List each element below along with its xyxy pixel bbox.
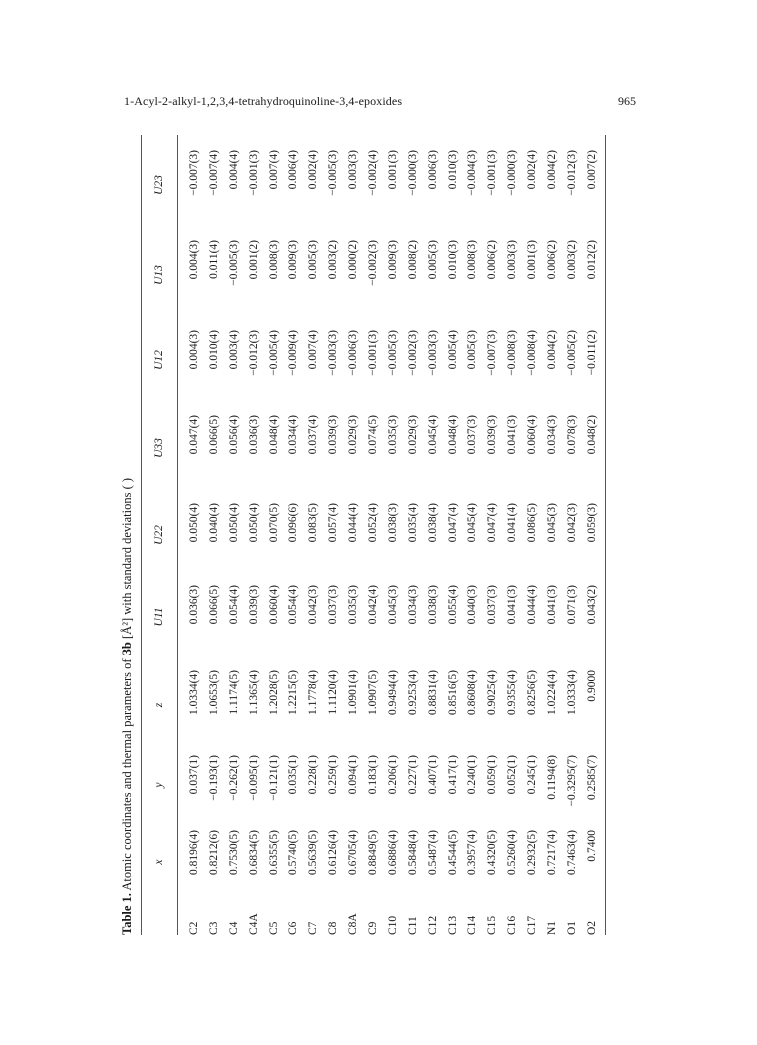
table-cell: 0.8256(5) xyxy=(526,670,539,716)
table-row xyxy=(583,135,603,935)
table-cell: 0.206(1) xyxy=(386,755,399,795)
table-cell: 0.2932(5) xyxy=(526,830,539,876)
table-cell: 0.038(4) xyxy=(426,503,439,543)
table-cell: −0.003(3) xyxy=(426,330,439,376)
table-cell: 0.036(3) xyxy=(247,415,260,455)
table-cell: 0.011(4) xyxy=(207,240,220,279)
table-cell: 1.0653(5) xyxy=(207,670,220,716)
table-cell: −0.002(4) xyxy=(367,150,380,196)
table-cell: −0.095(1) xyxy=(247,755,260,801)
table-cell: 1.0901(4) xyxy=(347,670,360,716)
table-cell: −0.012(3) xyxy=(565,150,578,196)
table-cell: 0.7400 xyxy=(585,830,598,862)
rotated-table xyxy=(117,135,598,935)
table-cell: 0.003(3) xyxy=(347,150,360,190)
table-cell: 1.2215(5) xyxy=(287,670,300,716)
table-cell: 0.070(5) xyxy=(267,503,280,543)
table-cell: 0.048(4) xyxy=(446,415,459,455)
atom-label: C8A xyxy=(347,913,360,935)
table-cell: 0.009(3) xyxy=(287,240,300,280)
table-row xyxy=(543,135,563,935)
atom-label: C17 xyxy=(526,915,539,935)
table-row xyxy=(404,135,424,935)
table-cell: 0.040(4) xyxy=(207,503,220,543)
table-cell: 0.083(5) xyxy=(307,503,320,543)
table-cell: 0.059(1) xyxy=(486,755,499,795)
table-cell: 0.245(1) xyxy=(526,755,539,795)
table-cell: 0.059(3) xyxy=(585,503,598,543)
table-cell: 0.5848(4) xyxy=(406,830,419,876)
header-rule xyxy=(177,135,178,935)
table-cell: −0.001(3) xyxy=(247,150,260,196)
table-row xyxy=(284,135,304,935)
table-row xyxy=(344,135,364,935)
table-cell: 1.1174(5) xyxy=(227,670,240,715)
atom-label: C14 xyxy=(466,915,479,935)
atom-label: N1 xyxy=(546,920,559,935)
table-cell: 0.037(1) xyxy=(188,755,200,795)
atom-label: C7 xyxy=(307,921,320,935)
table-cell: 0.004(3) xyxy=(188,240,200,280)
atom-label: C6 xyxy=(287,921,300,935)
table-cell: 0.006(3) xyxy=(426,150,439,190)
table-cell: 0.048(2) xyxy=(585,415,598,455)
table-cell: 0.050(4) xyxy=(188,503,200,543)
table-cell: −0.002(3) xyxy=(406,330,419,376)
table-cell: 0.043(2) xyxy=(585,585,598,625)
table-cell: −0.193(1) xyxy=(207,755,220,801)
table-cell: −0.001(3) xyxy=(486,150,499,196)
table-cell: 0.034(3) xyxy=(546,415,559,455)
table-cell: 0.052(1) xyxy=(506,755,519,795)
table-cell: 0.037(3) xyxy=(327,585,340,625)
table-cell: 0.9253(4) xyxy=(406,670,419,716)
table-cell: 0.9000 xyxy=(585,670,598,702)
table-cell: −0.003(3) xyxy=(327,330,340,376)
table-cell: 0.042(3) xyxy=(307,585,320,625)
table-cell: 0.055(4) xyxy=(446,585,459,625)
table-cell: 0.035(4) xyxy=(406,503,419,543)
atom-label: C11 xyxy=(406,916,419,935)
table-cell: 0.010(3) xyxy=(446,240,459,280)
table-row xyxy=(225,135,245,935)
table-cell: 0.7530(5) xyxy=(227,830,240,876)
table-cell: 0.4544(5) xyxy=(446,830,459,876)
table-cell: 0.045(4) xyxy=(466,503,479,543)
table-cell: −0.012(3) xyxy=(247,330,260,376)
table-cell: −0.121(1) xyxy=(267,755,280,801)
table-cell: −0.000(3) xyxy=(406,150,419,196)
table-cell: 0.8831(4) xyxy=(426,670,439,716)
running-head: 1-Acyl-2-alkyl-1,2,3,4-tetrahydroquinoline-3,4-epoxides xyxy=(124,94,403,108)
table-cell: −0.008(3) xyxy=(506,330,519,376)
table-cell: −0.007(4) xyxy=(207,150,220,196)
table-row xyxy=(304,135,324,935)
table-cell: 1.1365(4) xyxy=(247,670,260,716)
atom-label: O1 xyxy=(565,920,578,935)
table-cell: 0.005(3) xyxy=(307,240,320,280)
table-cell: 0.009(3) xyxy=(386,240,399,280)
table-cell: 0.041(3) xyxy=(506,585,519,625)
table-cell: 0.039(3) xyxy=(486,415,499,455)
table-cell: 0.038(3) xyxy=(386,503,399,543)
table-cell: 0.038(3) xyxy=(426,585,439,625)
atom-label: C8 xyxy=(327,921,340,935)
table-cell: 0.054(4) xyxy=(227,585,240,625)
caption-compound: 3b xyxy=(120,642,134,656)
table-cell: 0.228(1) xyxy=(307,755,320,795)
table-cell: 0.094(1) xyxy=(347,755,360,795)
table-cell: 0.006(2) xyxy=(546,240,559,280)
table-cell: 1.0334(4) xyxy=(188,670,200,716)
table-cell: 0.074(5) xyxy=(367,415,380,455)
table-cell: 0.054(4) xyxy=(287,585,300,625)
table-cell: 0.5260(4) xyxy=(506,830,519,876)
table-cell: 0.4320(5) xyxy=(486,830,499,876)
table-cell: −0.009(4) xyxy=(287,330,300,376)
atom-label: C15 xyxy=(486,915,499,935)
table-cell: 0.005(3) xyxy=(466,330,479,370)
table-cell: 1.1120(4) xyxy=(327,670,340,715)
table-cell: 0.056(4) xyxy=(227,415,240,455)
table-row xyxy=(265,135,285,935)
atom-label: C10 xyxy=(386,915,399,935)
table-cell: 0.029(3) xyxy=(406,415,419,455)
table-cell: 0.227(1) xyxy=(406,755,419,795)
table-cell: 0.7463(4) xyxy=(565,830,578,876)
table-cell: 0.045(3) xyxy=(546,503,559,543)
table-cell: 0.012(2) xyxy=(585,240,598,280)
table-cell: 0.007(4) xyxy=(307,330,320,370)
bottom-rule xyxy=(605,135,606,935)
column-header: y xyxy=(153,782,165,788)
table-cell: 0.041(3) xyxy=(546,585,559,625)
table-cell: 0.7217(4) xyxy=(546,830,559,876)
table-cell: 0.259(1) xyxy=(327,755,340,795)
table-cell: 0.3957(4) xyxy=(466,830,479,876)
table-cell: 0.037(3) xyxy=(486,585,499,625)
caption-text: Atomic coordinates and thermal parameters of xyxy=(120,658,134,891)
table-cell: 0.004(3) xyxy=(188,330,200,370)
table-cell: 0.003(3) xyxy=(506,240,519,280)
table-cell: 0.8849(5) xyxy=(367,830,380,876)
table-cell: 1.0907(5) xyxy=(367,670,380,716)
atom-label: C5 xyxy=(267,921,280,935)
atom-label: C3 xyxy=(207,921,220,935)
atom-label: O2 xyxy=(585,920,598,935)
column-header: U33 xyxy=(153,438,165,458)
table-cell: 0.044(4) xyxy=(526,585,539,625)
table-cell: 0.008(3) xyxy=(466,240,479,280)
table-cell: 0.035(3) xyxy=(347,585,360,625)
table-caption xyxy=(117,135,137,935)
table-cell: 0.6834(5) xyxy=(247,830,260,876)
table-cell: 0.045(3) xyxy=(386,585,399,625)
table-cell: 0.9355(4) xyxy=(506,670,519,716)
atom-label: C2 xyxy=(188,921,200,935)
atom-label: C9 xyxy=(367,921,380,935)
table-cell: 1.2028(5) xyxy=(267,670,280,716)
table-row xyxy=(503,135,523,935)
table-cell: 0.5487(4) xyxy=(426,830,439,876)
column-header: U22 xyxy=(153,525,165,545)
table-cell: −0.011(2) xyxy=(585,330,598,376)
table-cell: 0.041(4) xyxy=(506,503,519,543)
table-cell: 0.240(1) xyxy=(466,755,479,795)
table-cell: 1.0224(4) xyxy=(546,670,559,716)
table-cell: 0.000(2) xyxy=(347,240,360,280)
table-cell: 0.001(3) xyxy=(526,240,539,280)
page-number: 965 xyxy=(618,94,636,108)
table-cell: 0.047(4) xyxy=(486,503,499,543)
table-cell: 0.005(4) xyxy=(446,330,459,370)
table-cell: −0.005(3) xyxy=(386,330,399,376)
table-cell: 0.039(3) xyxy=(247,585,260,625)
table-cell: 0.005(3) xyxy=(426,240,439,280)
table-cell: 0.001(2) xyxy=(247,240,260,280)
table-cell: −0.005(3) xyxy=(227,240,240,286)
column-header: U12 xyxy=(153,350,165,370)
table-cell: 0.047(4) xyxy=(446,503,459,543)
table-cell: 0.006(2) xyxy=(486,240,499,280)
table-cell: 0.050(4) xyxy=(227,503,240,543)
table-cell: −0.005(3) xyxy=(327,150,340,196)
table-cell: 0.034(3) xyxy=(406,585,419,625)
table-cell: −0.001(3) xyxy=(367,330,380,376)
table-cell: 0.5740(5) xyxy=(287,830,300,876)
table-row xyxy=(563,135,583,935)
table-row xyxy=(424,135,444,935)
table-cell: 0.9494(4) xyxy=(386,670,399,716)
atom-label: C16 xyxy=(506,915,519,935)
table-cell: 0.8212(6) xyxy=(207,830,220,876)
table-cell: 0.096(6) xyxy=(287,503,300,543)
table-cell: 1.1778(4) xyxy=(307,670,320,716)
table-cell: 0.060(4) xyxy=(267,585,280,625)
table-cell: 0.004(4) xyxy=(227,150,240,190)
table-cell: 0.001(3) xyxy=(386,150,399,190)
table-cell: 0.050(4) xyxy=(247,503,260,543)
column-header: U13 xyxy=(153,265,165,285)
table-cell: 0.052(4) xyxy=(367,503,380,543)
table-cell: 0.5639(5) xyxy=(307,830,320,876)
table-row xyxy=(185,135,205,935)
table-row xyxy=(384,135,404,935)
table-row xyxy=(324,135,344,935)
table-cell: 0.042(3) xyxy=(565,503,578,543)
table-cell: 0.037(3) xyxy=(466,415,479,455)
atom-label: C12 xyxy=(426,915,439,935)
table-cell: 0.6705(4) xyxy=(347,830,360,876)
table-cell: 0.003(2) xyxy=(327,240,340,280)
table-cell: −0.008(4) xyxy=(526,330,539,376)
table-cell: 0.071(3) xyxy=(565,585,578,625)
table-cell: 0.034(4) xyxy=(287,415,300,455)
table-cell: 0.035(1) xyxy=(287,755,300,795)
table-cell: 0.003(2) xyxy=(565,240,578,280)
table-cell: 0.007(2) xyxy=(585,150,598,190)
table-cell: −0.007(3) xyxy=(486,330,499,376)
table-cell: 0.1194(8) xyxy=(546,755,559,800)
table-cell: 0.6126(4) xyxy=(327,830,340,876)
table-cell: 0.008(2) xyxy=(406,240,419,280)
table-row xyxy=(523,135,543,935)
table-cell: 0.9025(4) xyxy=(486,670,499,716)
table-cell: 0.045(4) xyxy=(426,415,439,455)
table-cell: 0.057(4) xyxy=(327,503,340,543)
table-cell: 0.036(3) xyxy=(188,585,200,625)
table-cell: 1.0333(4) xyxy=(565,670,578,716)
table-cell: −0.004(3) xyxy=(466,150,479,196)
table-cell: −0.262(1) xyxy=(227,755,240,801)
atom-label: C4 xyxy=(227,921,240,935)
table-cell: 0.6886(4) xyxy=(386,830,399,876)
caption-suffix: with standard deviations ( ) xyxy=(120,477,134,615)
table-cell: 0.042(4) xyxy=(367,585,380,625)
table-cell: −0.005(2) xyxy=(565,330,578,376)
table-cell: 0.044(4) xyxy=(347,503,360,543)
table-cell: 0.006(4) xyxy=(287,150,300,190)
table-row xyxy=(463,135,483,935)
table-cell: −0.3295(7) xyxy=(565,755,578,807)
top-rule xyxy=(141,135,142,935)
table-cell: 0.037(4) xyxy=(307,415,320,455)
table-cell: 0.029(3) xyxy=(347,415,360,455)
table-cell: 0.010(4) xyxy=(207,330,220,370)
column-header: U23 xyxy=(153,175,165,195)
table-cell: 0.8516(5) xyxy=(446,670,459,716)
table-cell: 0.004(2) xyxy=(546,330,559,370)
table-cell: 0.078(3) xyxy=(565,415,578,455)
table-cell: 0.6355(5) xyxy=(267,830,280,876)
table-cell: 0.066(5) xyxy=(207,585,220,625)
table-cell: 0.039(3) xyxy=(327,415,340,455)
table-cell: 0.047(4) xyxy=(188,415,200,455)
table-cell: −0.005(4) xyxy=(267,330,280,376)
table-cell: 0.002(4) xyxy=(307,150,320,190)
table-cell: 0.086(5) xyxy=(526,503,539,543)
atom-label: C13 xyxy=(446,915,459,935)
table-body xyxy=(185,135,603,935)
table-cell: 0.183(1) xyxy=(367,755,380,795)
table-cell: 0.004(2) xyxy=(546,150,559,190)
table-cell: 0.048(4) xyxy=(267,415,280,455)
table-cell: 0.417(1) xyxy=(446,755,459,795)
column-header: x xyxy=(153,859,165,865)
caption-label: Table 1. xyxy=(120,893,134,935)
column-header: U11 xyxy=(153,607,165,627)
table-row xyxy=(205,135,225,935)
table-row xyxy=(245,135,265,935)
table-row xyxy=(483,135,503,935)
table-cell: 0.041(3) xyxy=(506,415,519,455)
table-cell: 0.040(3) xyxy=(466,585,479,625)
table-cell: 0.010(3) xyxy=(446,150,459,190)
table-cell: 0.407(1) xyxy=(426,755,439,795)
table-cell: 0.8608(4) xyxy=(466,670,479,716)
table-cell: 0.002(4) xyxy=(526,150,539,190)
table-cell: 0.008(3) xyxy=(267,240,280,280)
table-cell: 0.003(4) xyxy=(227,330,240,370)
table-cell: −0.006(3) xyxy=(347,330,360,376)
table-cell: 0.007(4) xyxy=(267,150,280,190)
table-cell: 0.8196(4) xyxy=(188,830,200,876)
table-cell: 0.066(5) xyxy=(207,415,220,455)
column-header: z xyxy=(153,702,165,708)
table-row xyxy=(444,135,464,935)
table-cell: −0.002(3) xyxy=(367,240,380,286)
table-cell: 0.2585(7) xyxy=(585,755,598,801)
atom-label: C4A xyxy=(247,913,260,935)
table-cell: 0.035(3) xyxy=(386,415,399,455)
table-row xyxy=(364,135,384,935)
caption-unit: [Å²] xyxy=(120,617,134,639)
table-cell: 0.060(4) xyxy=(526,415,539,455)
table-cell: −0.007(3) xyxy=(188,150,200,196)
table-cell: −0.000(3) xyxy=(506,150,519,196)
